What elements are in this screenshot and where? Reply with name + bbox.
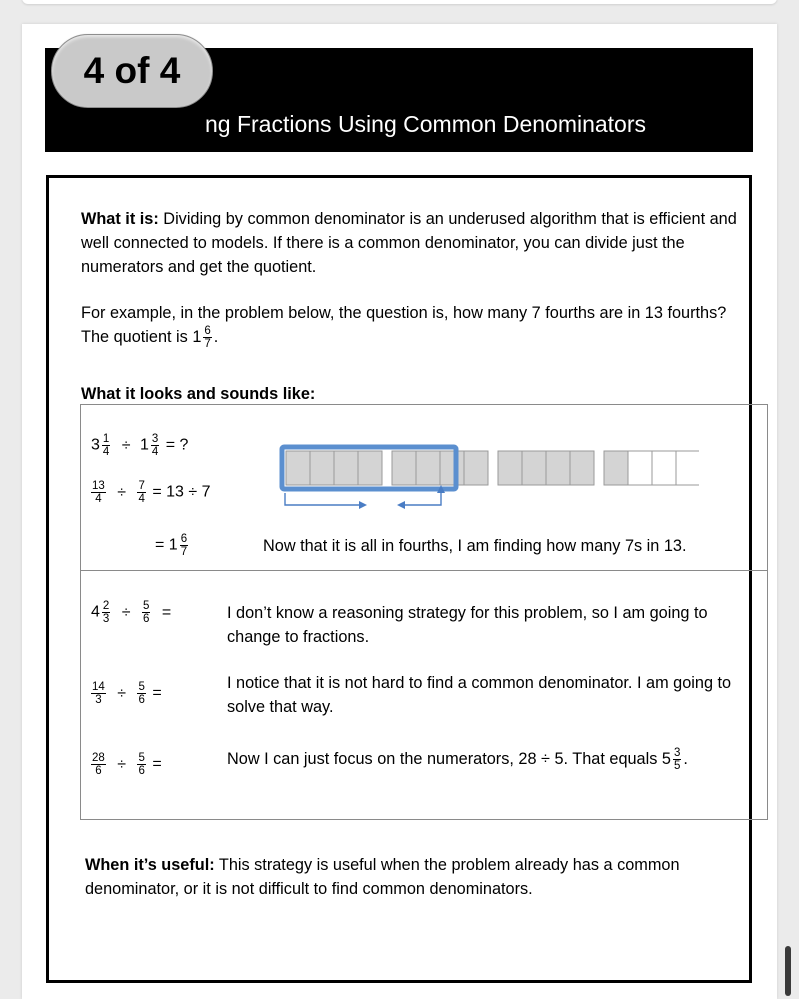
fourth-cell	[628, 451, 652, 485]
document-page	[22, 24, 777, 999]
example2-line2: $\frac{14}{3}$ ÷ $\frac{5}{6}$ =	[92, 681, 162, 706]
fraction-bar-model	[279, 443, 699, 523]
looks-like-heading: What it looks and sounds like:	[81, 385, 316, 403]
what-it-is-text: Dividing by common denominator is an underused algorithm that is efficient and well connected to models. If there is a common denominator, you can divide just the numerators and get the quotient.	[81, 210, 737, 276]
example-divider	[81, 570, 767, 571]
page-title: ng Fractions Using Common Denominators	[205, 111, 647, 137]
what-it-is-paragraph	[81, 207, 746, 279]
fourth-cell	[522, 451, 546, 485]
example-intro-paragraph: For example, in the problem below, the question is, how many 7 fourths are in 13 fourths? The quotient is 1 $\frac{6}{7}$ .	[81, 304, 727, 351]
fourth-cell	[570, 451, 594, 485]
fourth-cell	[358, 451, 382, 485]
quotient-fraction: $\frac{6}{7}$	[204, 325, 211, 351]
previous-page-edge	[22, 0, 777, 4]
fourth-cell	[546, 451, 570, 485]
arrow-right	[285, 493, 359, 505]
fourth-cell	[464, 451, 488, 485]
what-it-is-label: What it is:	[81, 210, 159, 228]
when-useful-text: This strategy is useful when the problem already has a common denominator, or it is not difficult to find common denominators.	[85, 856, 680, 898]
example2-line1-explanation: I don’t know a reasoning strategy for this problem, so I am going to change to fractions.	[227, 604, 708, 646]
fourth-cell	[392, 451, 416, 485]
fourth-cell	[604, 451, 628, 485]
content-box	[46, 175, 752, 983]
example1-line1: 3 $\frac{1}{4}$ ÷ 1 $\frac{3}{4}$ = ?	[91, 433, 189, 458]
examples-box	[80, 404, 768, 820]
fourth-cell	[498, 451, 522, 485]
example1-explanation: Now that it is all in fourths, I am finding how many 7s in 13.	[263, 537, 687, 555]
fourth-cell	[676, 451, 699, 485]
example2-line3: $\frac{28}{6}$ ÷ $\frac{5}{6}$ =	[92, 752, 162, 777]
fourth-cell	[286, 451, 310, 485]
when-useful-paragraph	[85, 853, 725, 901]
arrow-left	[405, 491, 441, 505]
example1-line3: = 1 $\frac{6}{7}$	[155, 533, 188, 558]
fourth-cell	[440, 451, 464, 485]
fourth-cell	[652, 451, 676, 485]
example-intro-text: For example, in the problem below, the question is, how many 7 fourths are in 13 fourths? The quotient is 1	[81, 304, 727, 346]
scrollbar-thumb[interactable]	[785, 946, 791, 996]
example1-line2: $\frac{13}{4}$ ÷ $\frac{7}{4}$ = 13 ÷ 7	[92, 480, 211, 505]
example2-line2-explanation: I notice that it is not hard to find a common denominator. I am going to solve that way.	[227, 674, 732, 716]
fourth-cell	[334, 451, 358, 485]
fourth-cell	[416, 451, 440, 485]
result-fraction: $\frac{3}{5}$	[673, 747, 681, 773]
fourth-cell	[310, 451, 334, 485]
example2-line1: 4 $\frac{2}{3}$ ÷ $\frac{5}{6}$ =	[91, 600, 172, 625]
when-useful-label: When it’s useful:	[85, 856, 215, 874]
example2-line3-explanation: Now I can just focus on the numerators, 28 ÷ 5. That equals 5 $\frac{3}{5}$ .	[227, 747, 688, 773]
page-indicator-badge[interactable]: 4 of 4	[51, 34, 213, 108]
